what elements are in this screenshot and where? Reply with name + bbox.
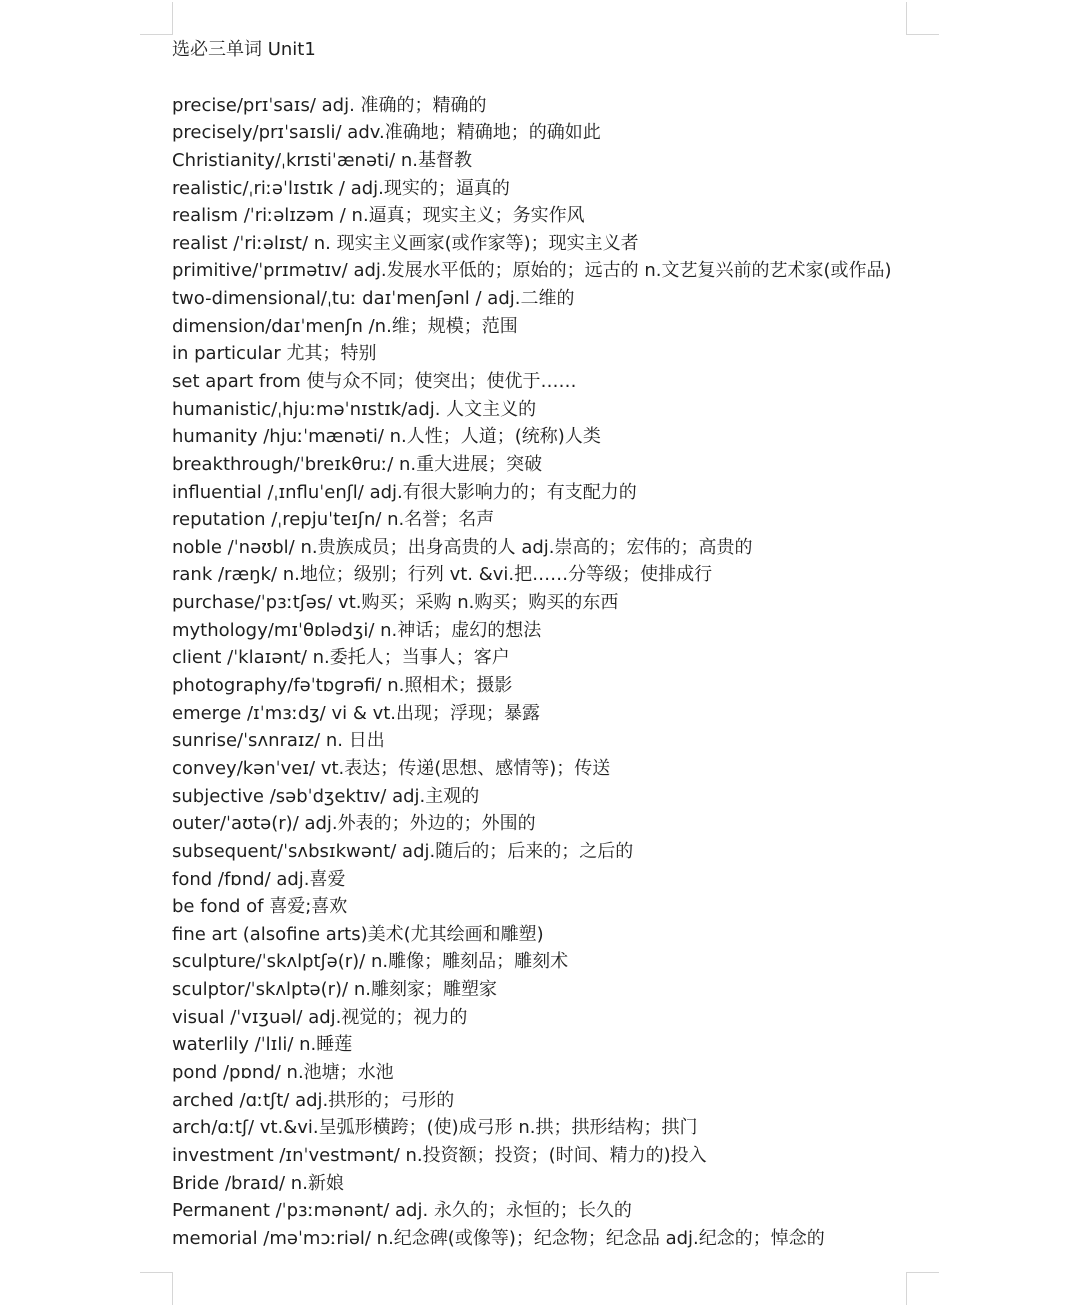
- document-page: [172, 36, 1052, 1253]
- vocab-entry: Permanent /ˈpɜːmənənt/ adj. 永久的；永恒的；长久的: [172, 1200, 632, 1222]
- vocab-entry: investment /ɪnˈvestmənt/ n.投资额；投资；(时间、精力的)投入: [172, 1144, 707, 1166]
- vocab-entry: be fond of 喜爱;喜欢: [172, 896, 348, 918]
- vocab-entry: sculpture/ˈskʌlptʃə(r)/ n.雕像；雕刻品；雕刻术: [172, 951, 569, 973]
- vocab-entry: two-dimensional/ˌtuː daɪˈmenʃənl / adj.二维的: [172, 288, 575, 310]
- vocab-entry: sculptor/ˈskʌlptə(r)/ n.雕刻家；雕塑家: [172, 979, 497, 1001]
- vocab-entry: subsequent/ˈsʌbsɪkwənt/ adj.随后的；后来的；之后的: [172, 840, 634, 862]
- vocab-entry: waterlily /ˈlɪli/ n.睡莲: [172, 1034, 353, 1056]
- vocab-entry: sunrise/ˈsʌnraɪz/ n. 日出: [172, 730, 385, 752]
- document-title: 选必三单词 Unit1: [172, 39, 316, 60]
- vocab-entry: subjective /səbˈdʒektɪv/ adj.主观的: [172, 785, 480, 807]
- vocab-entry: humanity /hjuːˈmænəti/ n.人性；人道；(统称)人类: [172, 426, 601, 448]
- vocab-entry: precise/prɪˈsaɪs/ adj. 准确的；精确的: [172, 94, 487, 116]
- vocab-entry: breakthrough/ˈbreɪkθruː/ n.重大进展；突破: [172, 453, 543, 475]
- vocab-entry: pond /pɒnd/ n.池塘；水池: [172, 1062, 394, 1084]
- vocab-entry: photography/fəˈtɒɡrəfi/ n.照相术；摄影: [172, 675, 513, 697]
- blank-line: [172, 64, 1052, 92]
- vocab-entry: influential /ˌɪnfluˈenʃl/ adj.有很大影响力的；有支配力的: [172, 481, 637, 503]
- vocab-entry: realistic/ˌriːəˈlɪstɪk / adj.现实的；逼真的: [172, 177, 510, 199]
- vocab-entry: humanistic/ˌhjuːməˈnɪstɪk/adj. 人文主义的: [172, 398, 537, 420]
- vocab-entry: realist /ˈriːəlɪst/ n. 现实主义画家(或作家等)；现实主义者: [172, 232, 639, 254]
- vocab-entry: precisely/prɪˈsaɪsli/ adv.准确地；精确地；的确如此: [172, 122, 601, 144]
- vocab-entry: memorial /məˈmɔːriəl/ n.纪念碑(或像等)；纪念物；纪念品 adj.纪念的；悼念的: [172, 1227, 825, 1249]
- vocab-entry: fond /fɒnd/ adj.喜爱: [172, 868, 346, 890]
- page-corner-mark-top-right: [906, 2, 939, 35]
- vocab-entry: client /ˈklaɪənt/ n.委托人；当事人；客户: [172, 647, 510, 669]
- vocab-entry: arched /ɑːtʃt/ adj.拱形的；弓形的: [172, 1089, 455, 1111]
- vocab-entry: mythology/mɪˈθɒlədʒi/ n.神话；虚幻的想法: [172, 619, 542, 641]
- vocabulary-list: [172, 92, 1052, 1253]
- vocab-entry: emerge /ɪˈmɜːdʒ/ vi & vt.出现；浮现；暴露: [172, 702, 541, 724]
- page-corner-mark-bottom-right: [906, 1272, 939, 1305]
- vocab-entry: in particular 尤其；特别: [172, 343, 377, 365]
- vocab-entry: purchase/ˈpɜːtʃəs/ vt.购买；采购 n.购买；购买的东西: [172, 592, 619, 614]
- vocab-entry: primitive/ˈprɪmətɪv/ adj.发展水平低的；原始的；远古的 n.文艺复兴前的艺术家(或作品): [172, 260, 892, 282]
- vocab-entry: set apart from 使与众不同；使突出；使优于……: [172, 371, 577, 392]
- vocab-entry: visual /ˈvɪʒuəl/ adj.视觉的；视力的: [172, 1006, 468, 1028]
- vocab-entry: convey/kənˈveɪ/ vt.表达；传递(思想、感情等)；传送: [172, 757, 611, 779]
- page-corner-mark-top-left: [140, 2, 173, 35]
- vocab-entry: Bride /braɪd/ n.新娘: [172, 1172, 344, 1194]
- vocab-entry: Christianity/ˌkrɪstiˈænəti/ n.基督教: [172, 149, 473, 171]
- vocab-entry: arch/ɑːtʃ/ vt.&vi.呈弧形横跨；(使)成弓形 n.拱；拱形结构；拱门: [172, 1117, 698, 1139]
- vocab-entry: fine art (alsofine arts)美术(尤其绘画和雕塑): [172, 923, 544, 945]
- vocab-entry: rank /ræŋk/ n.地位；级别；行列 vt. &vi.把……分等级；使排成行: [172, 564, 713, 586]
- vocab-entry: realism /ˈriːəlɪzəm / n.逼真；现实主义；务实作风: [172, 205, 585, 227]
- page-corner-mark-bottom-left: [140, 1272, 173, 1305]
- vocab-entry: outer/ˈaʊtə(r)/ adj.外表的；外边的；外围的: [172, 813, 536, 835]
- vocab-entry: reputation /ˌrepjuˈteɪʃn/ n.名誉；名声: [172, 509, 495, 531]
- vocab-entry: noble /ˈnəʊbl/ n.贵族成员；出身高贵的人 adj.崇高的；宏伟的；高贵的: [172, 536, 753, 558]
- vocab-entry: dimension/daɪˈmenʃn /n.维；规模；范围: [172, 315, 518, 337]
